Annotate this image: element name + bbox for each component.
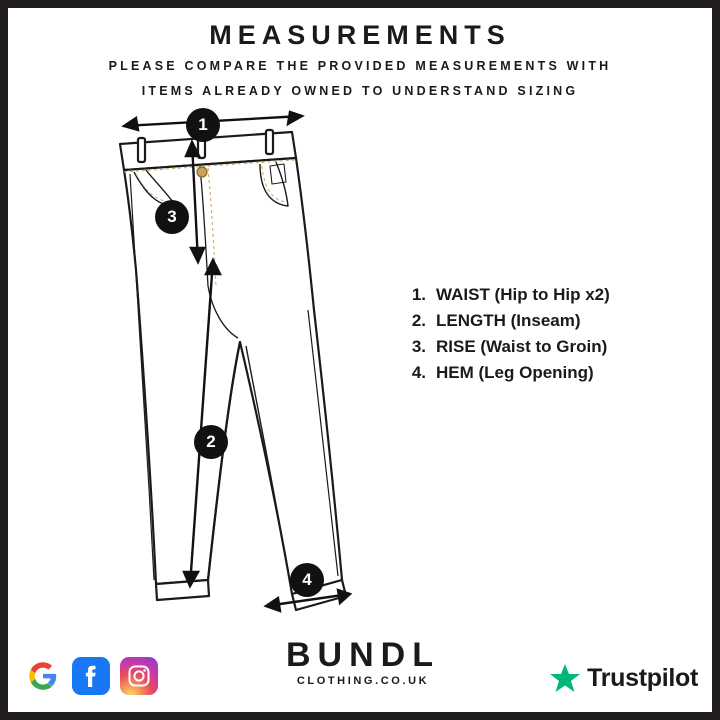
- legend-label-2: LENGTH (Inseam): [436, 311, 581, 330]
- measurement-legend: [400, 285, 690, 389]
- social-icons: [24, 657, 158, 695]
- callout-badge-3: 3: [155, 200, 189, 234]
- frame-border-left: [0, 0, 8, 720]
- legend-item-hem: [400, 363, 690, 383]
- jeans-technical-drawing: [80, 110, 410, 630]
- legend-number-3: 3.: [411, 337, 426, 356]
- brand-website: CLOTHING.CO.UK: [296, 675, 430, 687]
- legend-number-1: 1.: [411, 285, 426, 304]
- legend-item-waist: [400, 285, 690, 305]
- subtitle-line-1: PLEASE COMPARE THE PROVIDED MEASUREMENTS WITH: [108, 59, 612, 73]
- legend-label-4: HEM (Leg Opening): [436, 363, 594, 382]
- brand-logo: [243, 636, 483, 687]
- trustpilot-star-icon: [549, 662, 581, 694]
- callout-badge-4: 4: [290, 563, 324, 597]
- legend-item-length: [400, 311, 690, 331]
- legend-label-1: WAIST (Hip to Hip x2): [436, 285, 610, 304]
- trustpilot-badge[interactable]: [549, 662, 698, 694]
- callout-badge-1: 1: [186, 108, 220, 142]
- brand-name: BUNDL: [286, 636, 440, 674]
- page-title: MEASUREMENTS: [209, 20, 511, 50]
- frame-border-right: [712, 0, 720, 720]
- subtitle-line-2: ITEMS ALREADY OWNED TO UNDERSTAND SIZING: [141, 84, 579, 98]
- facebook-icon[interactable]: [72, 657, 110, 695]
- header: [0, 18, 720, 102]
- frame-border-bottom: [0, 712, 720, 720]
- legend-number-2: 2.: [411, 311, 426, 330]
- legend-number-4: 4.: [411, 363, 426, 382]
- legend-label-3: RISE (Waist to Groin): [436, 337, 608, 356]
- trustpilot-label: Trustpilot: [587, 663, 698, 692]
- legend-item-rise: [400, 337, 690, 357]
- google-icon[interactable]: [24, 657, 62, 695]
- frame-border-top: [0, 0, 720, 8]
- callout-badge-2: 2: [194, 425, 228, 459]
- instagram-icon[interactable]: [120, 657, 158, 695]
